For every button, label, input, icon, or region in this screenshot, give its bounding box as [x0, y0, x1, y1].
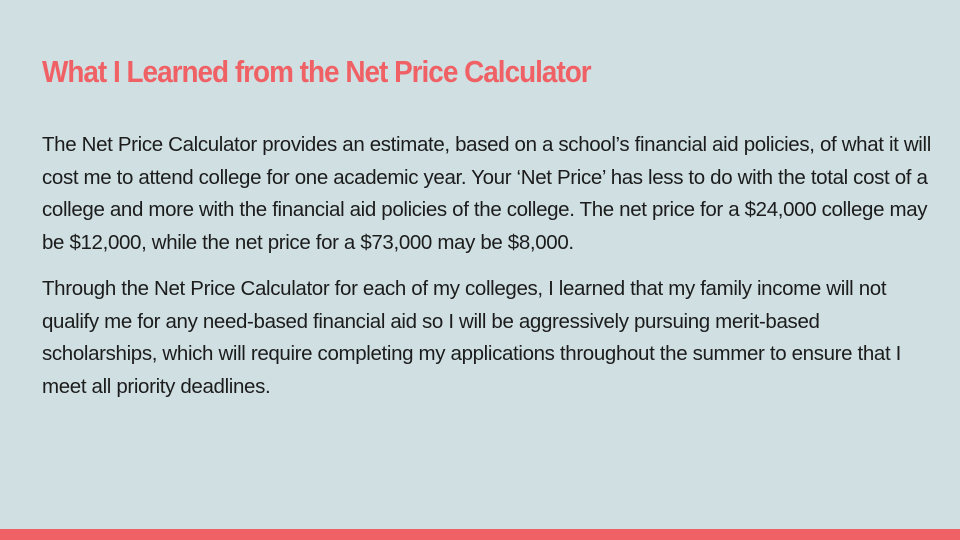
accent-bottom-bar	[0, 529, 960, 540]
slide-body	[42, 129, 932, 417]
body-paragraph-1: The Net Price Calculator provides an estimate, based on a school’s financial aid policies, of what it will cost me to attend college for one academic year. Your ‘Net Price’ has less to do with the total cost of a college and more with the financial aid policies of the college. The net price for a $24,000 college may be $12,000, while the net price for a $73,000 may be $8,000.	[42, 133, 931, 254]
slide-title: What I Learned from the Net Price Calculator	[42, 54, 591, 89]
body-paragraph-2: Through the Net Price Calculator for each of my colleges, I learned that my family income will not qualify me for any need-based financial aid so I will be aggressively pursuing merit-based scholarships, which will require completing my applications throughout the summer to ensure that I meet all priority deadlines.	[42, 277, 902, 398]
